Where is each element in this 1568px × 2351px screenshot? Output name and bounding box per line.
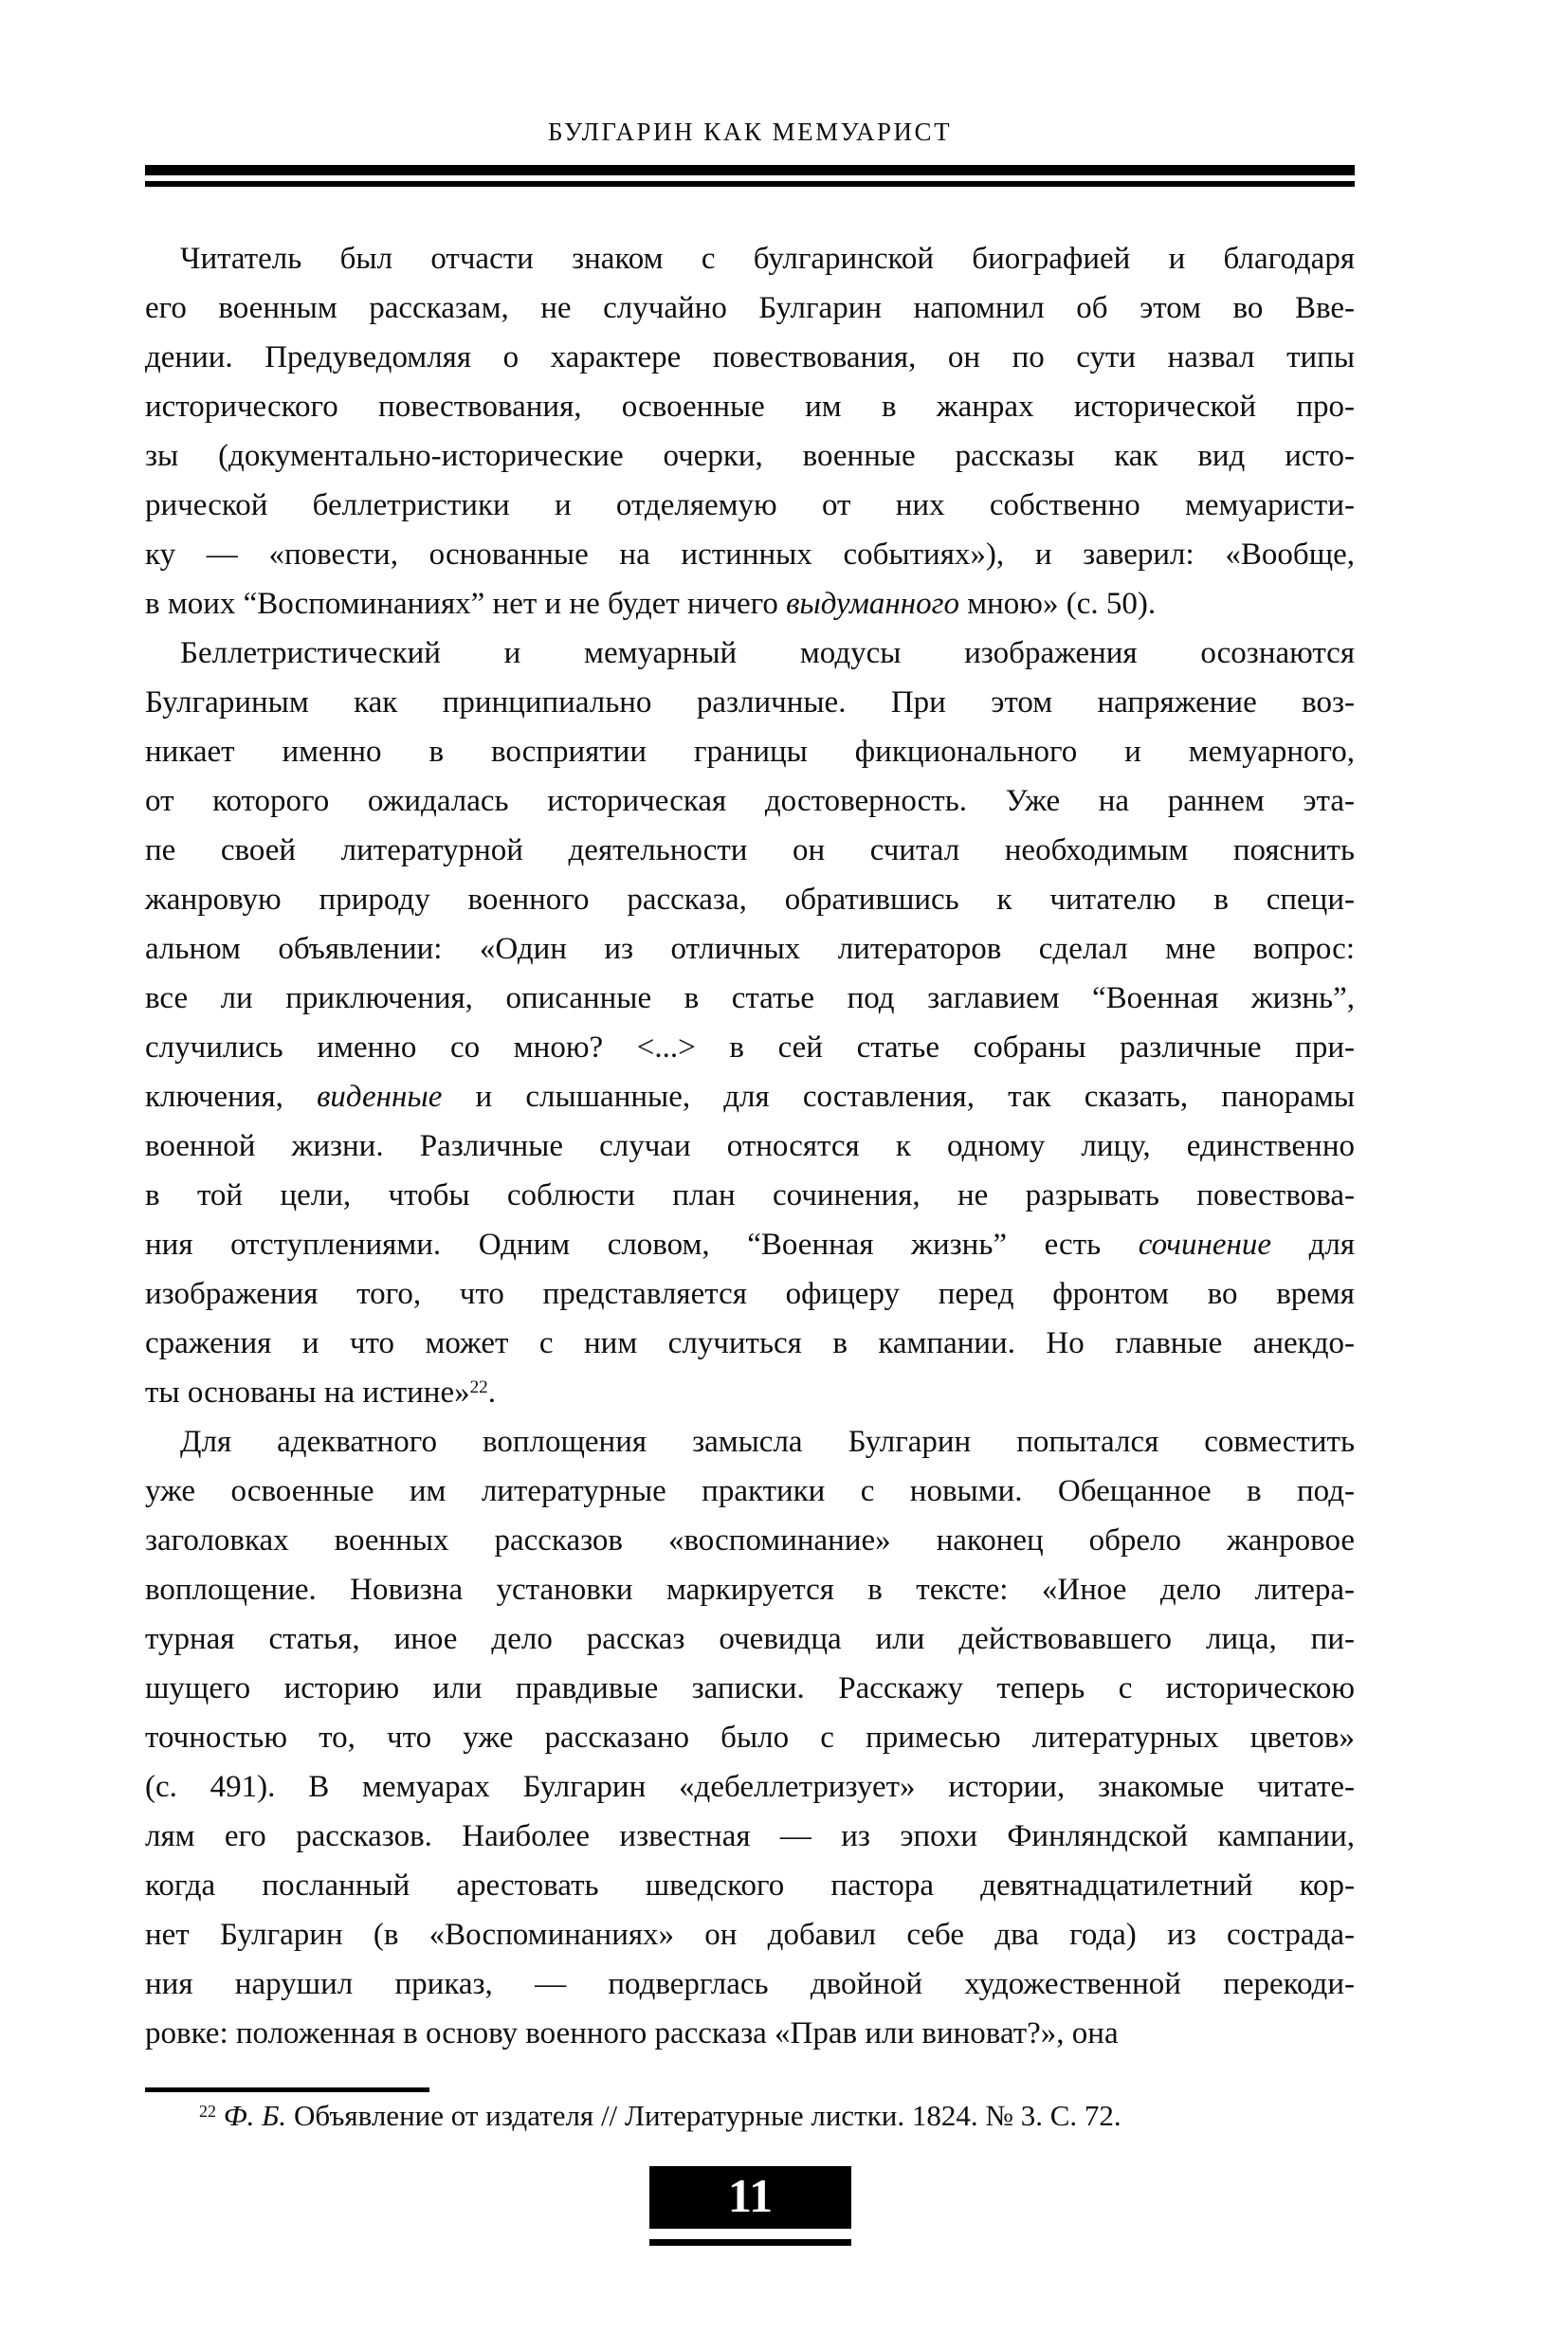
text-segment: исторического повествования, освоенные им в жанрах исторической про- [145, 390, 1355, 424]
header-rule-thick [145, 165, 1355, 175]
text-segment: ты основаны на истине» [145, 1376, 470, 1410]
text-line [145, 1121, 1355, 1171]
text-line [145, 382, 1355, 431]
text-line [145, 826, 1355, 875]
text-line [145, 1959, 1355, 2009]
text-segment: когда посланный арестовать шведского пастора девятнадцатилетний кор- [145, 1868, 1355, 1903]
footnote-text [145, 2091, 1355, 2141]
body-text [145, 234, 1355, 2058]
text-segment: жанровую природу военного рассказа, обратившись к читателю в специ- [145, 883, 1355, 917]
page-number: 11 [727, 2169, 774, 2222]
text-line [145, 431, 1355, 481]
text-segment: в той цели, чтобы соблюсти план сочинения, не разрывать повествова- [145, 1178, 1355, 1212]
text-line [145, 727, 1355, 776]
text-segment: никает именно в восприятии границы фикционального и мемуарного, [145, 735, 1355, 769]
text-line [145, 1319, 1355, 1368]
text-segment: его военным рассказам, не случайно Булгарин напомнил об этом во Вве- [145, 291, 1355, 325]
paragraph [145, 629, 1355, 1417]
paragraph [145, 1417, 1355, 2058]
text-segment: шущего историю или правдивые записки. Расскажу теперь с историческою [145, 1671, 1355, 1705]
text-line [145, 1023, 1355, 1072]
text-segment: уже освоенные им литературные практики с новыми. Обещанное в под- [145, 1474, 1355, 1508]
text-segment: точностью то, что уже рассказано было с примесью литературных цветов» [145, 1721, 1355, 1755]
text-segment: альном объявлении: «Один из отличных литераторов сделал мне вопрос: [145, 932, 1355, 966]
text-line [145, 481, 1355, 530]
text-line [145, 629, 1355, 678]
text-line [145, 924, 1355, 974]
running-header: БУЛГАРИН КАК МЕМУАРИСТ [547, 118, 953, 146]
text-segment: (с. 491). В мемуарах Булгарин «дебеллетризует» истории, знакомые читате- [145, 1770, 1355, 1804]
text-segment: ровке: положенная в основу военного рассказа «Прав или виноват?», она [145, 2016, 1119, 2050]
text-line [145, 1565, 1355, 1614]
header-rule-thin [145, 181, 1355, 187]
text-segment: Читатель был отчасти знаком с булгаринской биографией и благодаря [180, 242, 1355, 276]
text-line [145, 1269, 1355, 1319]
text-segment [216, 2099, 224, 2132]
text-line [145, 875, 1355, 924]
text-segment: Ф. Б. [223, 2099, 287, 2132]
text-segment: военной жизни. Различные случаи относятся к одному лицу, единственно [145, 1129, 1355, 1163]
text-segment: изображения того, что представляется офицеру перед фронтом во время [145, 1277, 1355, 1311]
text-segment: ния отступлениями. Одним словом, “Военная жизнь” есть [145, 1228, 1139, 1262]
text-line [145, 579, 1355, 629]
text-segment: пе своей литературной деятельности он считал необходимым пояснить [145, 833, 1355, 867]
text-segment: ключения, [145, 1080, 318, 1114]
text-segment: дении. Предуведомляя о характере повествования, он по сути назвал типы [145, 340, 1355, 374]
text-line [145, 1516, 1355, 1565]
text-line [145, 1861, 1355, 1910]
text-segment: случились именно со мною? <...> в сей статье собраны различные при- [145, 1030, 1355, 1065]
text-line [145, 1220, 1355, 1269]
text-segment: ку — «повести, основанные на истинных событиях»), и заверил: «Вообще, [145, 538, 1355, 572]
text-line [145, 1368, 1355, 1417]
text-segment: воплощение. Новизна установки маркируется в тексте: «Иное дело литера- [145, 1573, 1355, 1607]
text-segment: в моих “Воспоминаниях” нет и не будет ничего [145, 587, 787, 621]
text-line [145, 678, 1355, 727]
text-segment: мною» (с. 50). [959, 587, 1157, 621]
text-line [145, 1762, 1355, 1812]
footnote-ref: 22 [469, 1377, 488, 1398]
footnote-marker: 22 [199, 2101, 216, 2121]
text-segment: ния нарушил приказ, — подверглась двойной художественной перекоди- [145, 1967, 1355, 2001]
text-line [145, 1467, 1355, 1516]
text-line [145, 974, 1355, 1023]
text-segment: рической беллетристики и отделяемую от них собственно мемуаристи- [145, 488, 1355, 522]
text-segment: нет Булгарин (в «Воспоминаниях» он добавил себе два года) из сострада- [145, 1918, 1355, 1952]
text-segment: сражения и что может с ним случиться в кампании. Но главные анекдо- [145, 1326, 1355, 1360]
text-line [145, 776, 1355, 826]
text-line [145, 1664, 1355, 1713]
text-segment: Для адекватного воплощения замысла Булгарин попытался совместить [180, 1425, 1355, 1459]
text-line [145, 333, 1355, 382]
text-segment: выдуманного [786, 587, 960, 621]
text-segment: Объявление от издателя // Литературные листки. 1824. № 3. С. 72. [286, 2099, 1121, 2132]
text-line [145, 283, 1355, 333]
text-segment: заголовках военных рассказов «воспоминание» наконец обрело жанровое [145, 1523, 1355, 1558]
text-line [145, 1910, 1355, 1959]
text-segment: лям его рассказов. Наиболее известная — из эпохи Финляндской кампании, [145, 1819, 1355, 1853]
text-line [145, 1417, 1355, 1467]
text-segment: для [1271, 1228, 1356, 1262]
page-number-box [649, 2166, 851, 2229]
text-line [145, 234, 1355, 283]
text-line [145, 1614, 1355, 1664]
text-segment: и слышанные, для составления, так сказать, панорамы [442, 1080, 1356, 1114]
text-line [145, 1812, 1355, 1861]
text-line [145, 1072, 1355, 1121]
text-segment: Беллетристический и мемуарный модусы изображения осознаются [180, 636, 1355, 670]
text-segment: турная статья, иное дело рассказ очевидца или действовавшего лица, пи- [145, 1622, 1355, 1656]
text-segment: . [487, 1376, 496, 1410]
text-segment: виденные [317, 1080, 443, 1114]
text-line [145, 1171, 1355, 1220]
page-number-underline [649, 2239, 851, 2246]
text-segment: все ли приключения, описанные в статье под заглавием “Военная жизнь”, [145, 981, 1355, 1015]
text-line [145, 1713, 1355, 1762]
text-line [145, 2009, 1355, 2058]
text-segment: Булгариным как принципиально различные. При этом напряжение воз- [145, 685, 1355, 720]
text-segment: зы (документально-исторические очерки, военные рассказы как вид исто- [145, 439, 1355, 473]
text-line [145, 530, 1355, 579]
paragraph [145, 234, 1355, 629]
text-segment: сочинение [1138, 1228, 1271, 1262]
text-segment: от которого ожидалась историческая достоверность. Уже на раннем эта- [145, 784, 1355, 818]
